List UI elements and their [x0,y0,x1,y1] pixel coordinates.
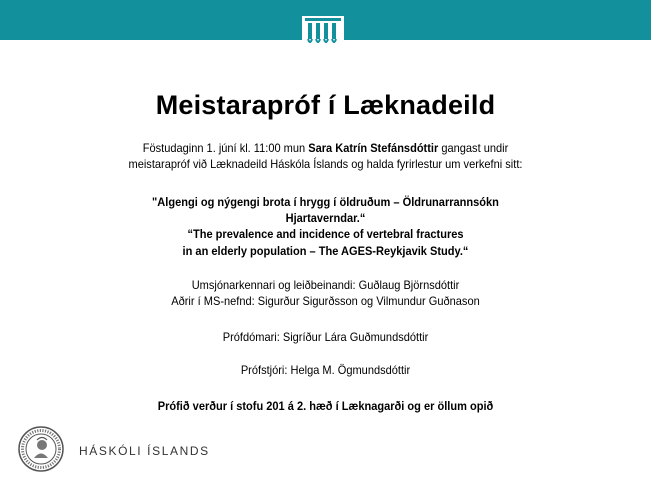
intro-line-1 [26,141,625,155]
university-name: HÁSKÓLI ÍSLANDS [79,444,210,458]
page-title: Meistarapróf í Læknadeild [155,90,496,120]
candidate-name: Sara Katrín Stefánsdóttir [308,141,439,155]
thesis-title-is-line-1: "Algengi og nýgengi brota í hrygg í öldruðum – Öldrunarrannsókn [152,195,499,209]
thesis-title-is-line-2: Hjartaverndar.“ [285,211,366,225]
thesis-title-en-line-2: in an elderly population – The AGES-Reykjavik Study.“ [182,244,469,258]
location-line: Prófið verður í stofu 201 á 2. hæð í Læknagarði og er öllum opið [157,399,494,413]
thesis-title-en-line-1: “The prevalence and incidence of vertebral fractures [187,227,464,241]
intro-text-end: gangast undir [438,141,509,155]
exam-chair-line: Prófstjóri: Helga M. Ögmundsdóttir [240,363,411,377]
university-pillars-icon [302,16,344,46]
intro-text: Föstudaginn 1. júní kl. 11:00 mun [142,141,309,155]
examiner-line: Prófdómari: Sigríður Lára Guðmundsdóttir [222,330,429,344]
intro-line-2: meistarapróf við Læknadeild Háskóla Íslands og halda fyrirlestur um verkefni sitt: [128,157,523,171]
university-seal-icon [17,425,65,473]
supervisor-line: Umsjónarkennari og leiðbeinandi: Guðlaug Björnsdóttir [191,278,460,292]
committee-line: Aðrir í MS-nefnd: Sigurður Sigurðsson og Vilmundur Guðnason [171,294,480,308]
